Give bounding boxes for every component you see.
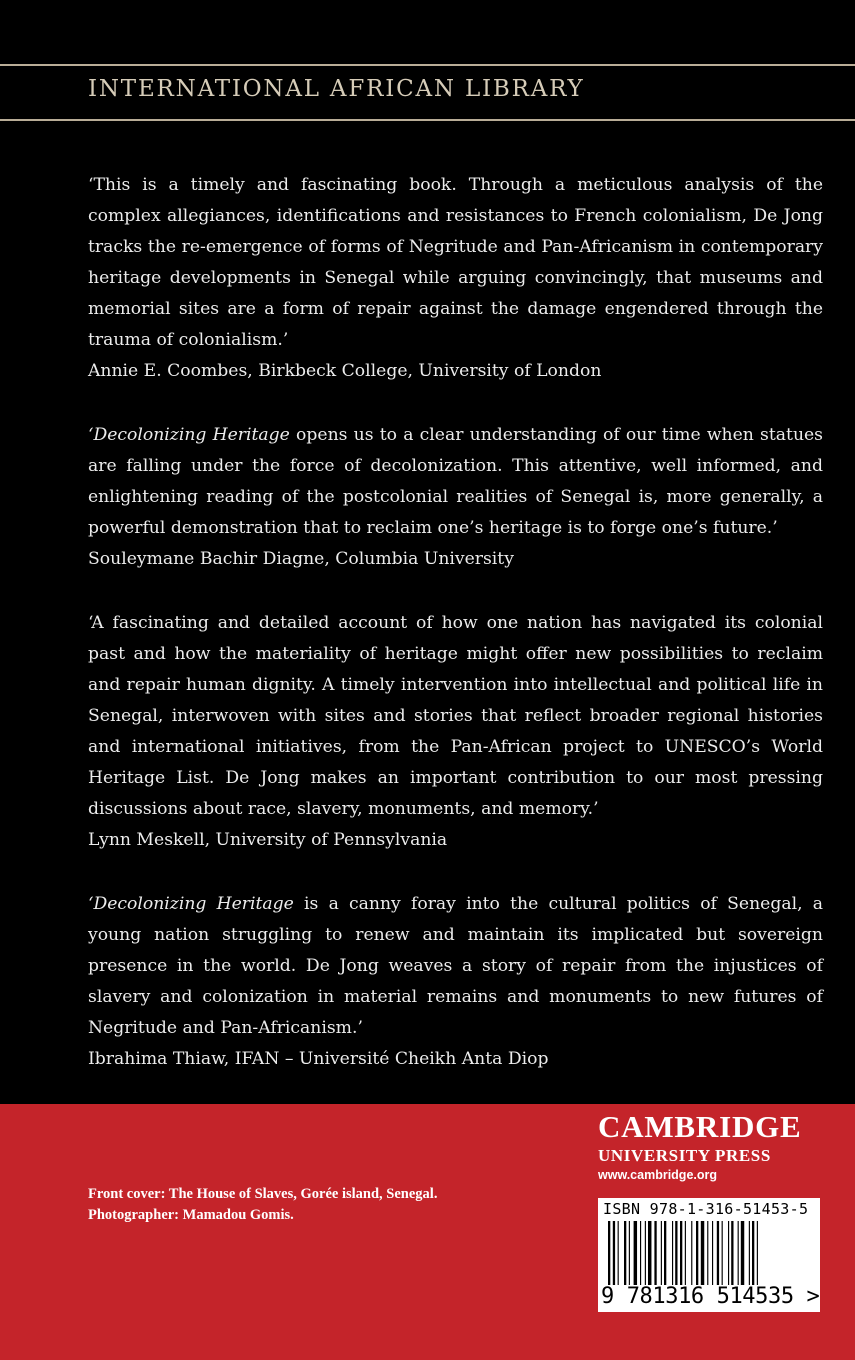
endorsement-text: ‘This is a timely and fascinating book. Through a meticulous analysis of the complex allegiances, identifications and resistances to French colonialism, De Jong tracks the re-emergence of forms of Negritude and Pan-Africanism in contemporary heritage developments in Senegal while arguing convincingly, that museums and memorial sites are a form of repair against the damage engendered through the trauma of colonialism.’ bbox=[88, 175, 823, 350]
cover-credit bbox=[88, 1184, 548, 1226]
barcode-bar bbox=[624, 1221, 626, 1285]
barcode-bar bbox=[648, 1221, 651, 1285]
barcode-bar bbox=[613, 1221, 615, 1285]
barcode-bar bbox=[634, 1221, 637, 1285]
endorsement-attribution: Ibrahima Thiaw, IFAN – Université Cheikh Anta Diop bbox=[88, 1049, 549, 1069]
endorsement-text: ‘A fascinating and detailed account of how one nation has navigated its colonial past and how the materiality of heritage might offer new possibilities to reclaim and repair human dignity. A timely intervention into intellectual and political life in Senegal, interwoven with sites and stories that reflect broader regional histories and international initiatives, from the Pan-African project to UNESCO’s World Heritage List. De Jong makes an important contribution to our most pressing discussions about race, slavery, monuments, and memory.’ bbox=[88, 613, 823, 819]
endorsement-4 bbox=[88, 889, 823, 1075]
isbn-label: ISBN 978-1-316-51453-5 bbox=[603, 1200, 809, 1218]
barcode-bar bbox=[701, 1221, 704, 1285]
barcode-bar bbox=[675, 1221, 677, 1285]
publisher-name: CAMBRIDGE bbox=[598, 1109, 802, 1144]
barcode-bar bbox=[696, 1221, 698, 1285]
cover-credit-line: Front cover: The House of Slaves, Gorée island, Senegal. bbox=[88, 1186, 438, 1202]
barcode-bar bbox=[645, 1221, 646, 1285]
book-title-italic: ‘Decolonizing Heritage bbox=[88, 894, 294, 914]
barcode-bar bbox=[691, 1221, 692, 1285]
barcode-bar bbox=[731, 1221, 733, 1285]
barcode-bar bbox=[654, 1221, 656, 1285]
book-title-italic: ‘Decolonizing Heritage bbox=[88, 425, 290, 445]
barcode-bar bbox=[752, 1221, 754, 1285]
barcode-box bbox=[598, 1198, 820, 1312]
endorsement-1 bbox=[88, 170, 823, 387]
publisher-subtitle: UNIVERSITY PRESS bbox=[598, 1146, 771, 1165]
barcode-bar bbox=[672, 1221, 673, 1285]
barcode-bar bbox=[608, 1221, 610, 1285]
barcode-bar bbox=[629, 1221, 630, 1285]
publisher-url: www.cambridge.org bbox=[598, 1168, 718, 1182]
barcode-bar bbox=[741, 1221, 744, 1285]
bottom-rule bbox=[0, 119, 855, 121]
barcode-bar bbox=[712, 1221, 713, 1285]
barcode-bar bbox=[664, 1221, 666, 1285]
series-title: INTERNATIONAL AFRICAN LIBRARY bbox=[88, 76, 585, 102]
barcode-bar bbox=[722, 1221, 723, 1285]
photographer-credit: Photographer: Mamadou Gomis. bbox=[88, 1207, 294, 1223]
barcode-bar bbox=[680, 1221, 682, 1285]
barcode-bar bbox=[749, 1221, 750, 1285]
endorsement-attribution: Annie E. Coombes, Birkbeck College, University of London bbox=[88, 361, 602, 381]
footer-band bbox=[0, 1104, 855, 1360]
barcode-bar bbox=[618, 1221, 619, 1285]
endorsement-text: ‘Decolonizing Heritage is a canny foray into the cultural politics of Senegal, a young nation struggling to renew and maintain its implicated but sovereign presence in the world. De Jong weaves a story of repair from the injustices of slavery and colonization in material remains and monuments to new futures of Negritude and Pan-Africanism.’ bbox=[88, 894, 823, 1038]
barcode-bar bbox=[728, 1221, 729, 1285]
top-rule bbox=[0, 64, 855, 66]
barcode-bar bbox=[640, 1221, 641, 1285]
publisher-logo bbox=[598, 1108, 820, 1184]
endorsements bbox=[88, 170, 823, 1108]
barcode-bar bbox=[757, 1221, 758, 1285]
barcode-digits: 9 781316 514535 > bbox=[601, 1284, 820, 1309]
barcode-bar bbox=[685, 1221, 686, 1285]
barcode-bar bbox=[707, 1221, 708, 1285]
endorsement-attribution: Souleymane Bachir Diagne, Columbia University bbox=[88, 549, 514, 569]
barcode-icon bbox=[608, 1221, 808, 1285]
barcode-bar bbox=[661, 1221, 662, 1285]
endorsement-2 bbox=[88, 420, 823, 575]
endorsement-attribution: Lynn Meskell, University of Pennsylvania bbox=[88, 830, 448, 850]
barcode-bar bbox=[717, 1221, 719, 1285]
barcode-bar bbox=[738, 1221, 739, 1285]
endorsement-text: ‘Decolonizing Heritage opens us to a clear understanding of our time when statues are falling under the force of decolonization. This attentive, well informed, and enlightening reading of the postcolonial realities of Senegal is, more generally, a powerful demonstration that to reclaim one’s heritage is to forge one’s future.’ bbox=[88, 425, 824, 538]
endorsement-3 bbox=[88, 608, 823, 856]
